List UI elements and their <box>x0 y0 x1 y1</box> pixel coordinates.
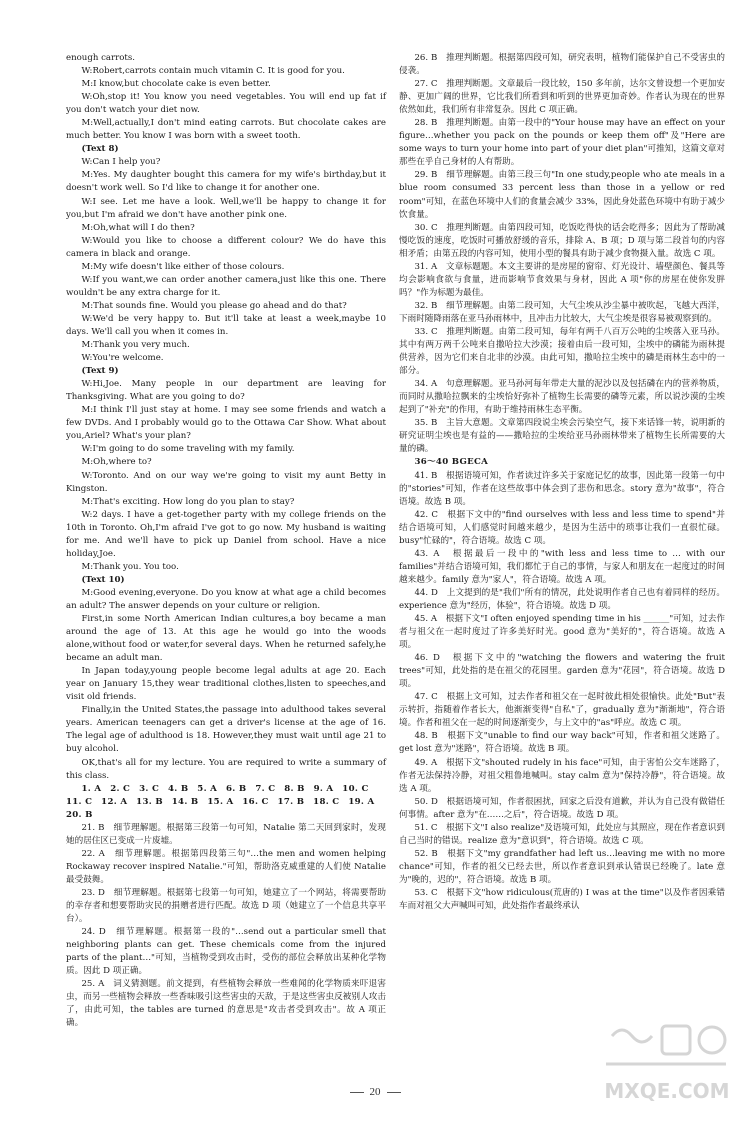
text-line: M:Oh,where to? <box>81 457 152 468</box>
text-line: M:My wife doesn't like either of those colours. <box>81 261 285 272</box>
text-line: W:Oh,stop it! You know you need vegetables. You will end up fat if you don't watch your diet now. <box>66 92 386 116</box>
text-line: 49. A 根据下文"shouted rudely in his face"可知，由于害怕公交车迷路了，作者无法保持冷静，对祖父粗鲁地喊叫。stay calm 意为"保持冷静"，符合语境。故选 A 项。 <box>399 757 725 794</box>
text-line: 34. A 句意理解题。亚马孙河每年带走大量的泥沙以及包括磷在内的营养物质，而同时从撒哈拉飘来的尘埃恰好弥补了植物生长需要的磷等元素，所以说沙漠的尘埃起到了"补充"的作用，有助于维持雨林生态平衡。 <box>399 379 725 416</box>
text-line: First,in some North American Indian cultures,a boy became a man around the age of 13. At this age he would go into the woods alone,without food or water,for several days. When he returned safely,he became an adult man. <box>66 614 386 664</box>
text-line: W:I see. Let me have a look. Well,we'll be happy to change it for you,but I'm afraid we don't have another pink one. <box>66 196 386 220</box>
text-line: 52. B 根据下文"my grandfather had left us…leaving me with no more chance"可知，作者的祖父已经去世，所以作者意识到承认错误已经晚了。late 意为"晚的，迟的"，符合语境。故选 B 项。 <box>399 848 725 885</box>
text-line: 35. B 主旨大意题。文章第四段说尘埃会污染空气，接下来话锋一转，说明新的研究证明尘埃也是有益的——撒哈拉的尘埃给亚马孙雨林带来了植物生长所需要的大量的磷。 <box>399 418 725 455</box>
text-line: 45. A 根据下文"I often enjoyed spending time in his ______"可知，过去作者与祖父在一起时度过了许多美好时光。good 意为"美好的"，符合语境。故选 A 项。 <box>399 614 725 651</box>
text-line: 51. C 根据下文"I also realize"及语境可知，此处应与其照应，现在作者意识到自己当时的错误。realize 意为"意识到"，符合语境。故选 C 项。 <box>399 822 725 846</box>
footer-dash-left <box>350 1092 364 1093</box>
text-line: 22. A 细节理解题。根据第四段第三句"…the men and women helping Rockaway recover inspired Natalie."可知，帮助洛克威重建的人们使 Natalie 最受鼓舞。 <box>66 848 386 885</box>
text-line: (Text 10) <box>81 574 125 585</box>
text-line: (Text 9) <box>81 366 119 377</box>
text-line: 30. C 推理判断题。由第四段可知，吃饭吃得快的话会吃得多；因此为了帮助减慢吃饭的速度，吃饭时可播放舒缓的音乐，排除 A、B 项；D 项与第二段首句的内容相矛盾；由第五段的内容可知，使用小型的餐具有助于减少食物摄入量。故选 C 项。 <box>399 222 725 259</box>
text-line: 44. D 上文提到的是"我们"所有的情况，此处说明作者自己也有着同样的经历。experience 意为"经历，体验"，符合语境。故选 D 项。 <box>399 587 725 611</box>
text-line: W:Toronto. And on our way we're going to visit my aunt Betty in Kingston. <box>66 470 386 494</box>
watermark-text: MXQE.COM <box>604 1079 730 1103</box>
text-line: 23. D 细节理解题。根据第七段第一句可知，她建立了一个网站，将需要帮助的幸存者和想要帮助灾民的捐赠者进行匹配。故选 D 项（她建立了一个信息共享平台）。 <box>66 888 386 925</box>
text-line: 28. B 推理判断题。由第一段中的"Your house may have an effect on your figure…whether you pack on the pounds or keep them off"及"Here are some ways to turn your home into part of your diet plan"可推知，这篇文章对那些在乎自己身材的人有帮助。 <box>399 118 725 168</box>
text-line: W:Would you like to choose a different colour? We do have this camera in black and orange. <box>66 235 386 259</box>
text-line: enough carrots. <box>66 53 136 63</box>
text-line: M:I think I'll just stay at home. I may see some friends and watch a few DVDs. And I probably would go to the Ottawa Car Show. What about you,Ariel? What's your plan? <box>66 405 386 442</box>
footer-dash-right <box>387 1092 401 1093</box>
text-line: 25. A 词义猜测题。前文提到，有些植物会释放一些难闻的化学物质来吓退害虫，而另一些植物会释放一些香味吸引这些害虫的天敌，于是这些害虫反被别人攻击了，由此可知，the tables are turned 的意思是"攻击者受到攻击"。故 A 项正确。 <box>66 979 386 1029</box>
text-line: 21. B 细节理解题。根据第三段第一句可知，Natalie 第二天回到家时，发现她的居住区已变成一片废墟。 <box>66 822 386 846</box>
text-line: W:You're welcome. <box>81 353 164 364</box>
text-line: 33. C 推理判断题。由第二段可知，每年有两千八百万公吨的尘埃落入亚马孙。其中有两万两千公吨来自撒哈拉大沙漠；接着由后一段可知，尘埃中的磷能为雨林提供营养，因为它们来自北非的沙漠。由此可知，撒哈拉尘埃中的磷是雨林生态中的一部分。 <box>399 326 725 377</box>
text-line: 48. B 根据下文"unable to find our way back"可知，作者和祖父迷路了。get lost 意为"迷路"，符合语境。故选 B 项。 <box>399 731 725 755</box>
text-line: OK,that's all for my lecture. You are required to write a summary of this class. <box>66 757 386 781</box>
text-line: 29. B 细节理解题。由第三段三句"In one study,people who ate meals in a blue room consumed 33 percent less than those in a yellow or red room"可知，在蓝色环境中人们的食量会减少 33%，因此身处蓝色环境中有助于减少饮食量。 <box>399 170 725 220</box>
text-line: M:Well,actually,I don't mind eating carrots. But chocolate cakes are much better. You know I was born with a sweet tooth. <box>66 118 386 142</box>
text-line: 42. C 根据下文中的"find ourselves with less and less time to spend"并结合语境可知，人们感觉时间越来越少，是因为生活中的琐事让我们一直很忙碌。busy"忙碌的"，符合语境。故选 C 项。 <box>399 509 725 546</box>
text-line: W:If you want,we can order another camera,just like this one. There wouldn't be any extra charge for it. <box>66 274 386 298</box>
text-line: M:I know,but chocolate cake is even better. <box>81 79 271 90</box>
text-line: Finally,in the United States,the passage into adulthood takes several years. American teenagers can get a driver's license at the age of 16. The legal age of adulthood is 18. However,they must wait until age 21 to buy alcohol. <box>66 705 386 755</box>
text-line: 32. B 细节理解题。由第二段可知，大气尘埃从沙尘暴中被吹起，飞越大西洋，下雨时随降雨落在亚马孙雨林中，且冲击力比较大，大气尘埃是很容易被观察到的。 <box>399 300 725 324</box>
text-line: W:Hi,Joe. Many people in our department are leaving for Thanksgiving. What are you going to do? <box>66 379 386 403</box>
text-line: 20. B <box>66 809 93 820</box>
text-line: M:Thank you. You too. <box>81 561 179 572</box>
text-line: M:Good evening,everyone. Do you know at what age a child becomes an adult? The answer depends on your culture or religion. <box>66 587 386 611</box>
text-line: In Japan today,young people become legal adults at age 20. Each year on January 15,they wear traditional clothes,listen to speeches,and visit old friends. <box>66 666 386 703</box>
text-line: 26. B 推理判断题。根据第四段可知，研究表明，植物们能保护自己不受害虫的侵袭。 <box>399 53 725 77</box>
text-line: 50. D 根据语境可知，作者很困扰，回家之后没有道歉，并认为自己没有做错任何事情。after 意为"在……之后"，符合语境。故选 D 项。 <box>399 796 725 820</box>
text-line: 47. C 根据上文可知，过去作者和祖父在一起时彼此相处很愉快。此处"But"表示转折，指随着作者长大，他渐渐变得"自私"了，gradually 意为"渐渐地"，符合语境。作者和祖父在一起的时间逐渐变少，与上文中的"as"呼应。故选 C 项。 <box>399 692 725 729</box>
text-line: M:Yes. My daughter bought this camera for my wife's birthday,but it doesn't work well. So I'd like to change it for another one. <box>66 170 386 194</box>
text-line: 11. C 12. A 13. B 14. B 15. A 16. C 17. B 18. C 19. A <box>66 796 375 807</box>
text-line: M:Oh,what will I do then? <box>81 222 195 233</box>
text-line: M:That's exciting. How long do you plan to stay? <box>81 496 295 507</box>
page-number: 20 <box>369 1086 381 1098</box>
text-line: W:2 days. I have a get-together party with my college friends on the 10th in Toronto. Oh,I'm afraid I've got to go now. My husband is waiting for me. And we'll have to pick up Daniel from school. Have a nice holiday,Joe. <box>66 509 386 559</box>
text-line: 53. C 根据下文"how ridiculous(荒唐的) I was at the time"以及作者因乘错车而对祖父大声喊叫可知，此处指作者最终承认 <box>399 888 725 912</box>
text-line: W:Robert,carrots contain much vitamin C. It is good for you. <box>81 66 345 77</box>
text-line: 24. D 细节理解题。根据第一段的"…send out a particular smell that neighboring plants can get. These chemicals come from the injured parts of the plant…"可知，当植物受到攻击时，受伤的部位会释放出某种化学物质。因此 D 项正确。 <box>66 927 386 977</box>
text-line: 43. A 根据最后一段中的"with less and less time to … with our families"并结合语境可知，我们都忙于自己的事情，与家人和朋友在一起度过的时间越来越少。family 意为"家人"，符合语境。故选 A 项。 <box>399 548 725 585</box>
text-line: W:Can I help you? <box>81 157 161 168</box>
text-line: 36～40 BGECA <box>414 457 489 468</box>
text-line: (Text 8) <box>81 144 119 155</box>
text-line: 27. C 推理判断题。文章最后一段比较，150 多年前，达尔文曾设想一个更加安静、更加广阔的世界，它比我们所看到和听到的世界更加奇妙。作者认为现在的世界依然如此，我们所有非常复杂。因此 C 项正确。 <box>399 79 725 116</box>
text-line: 1. A 2. C 3. C 4. B 5. A 6. B 7. C 8. B 9. A 10. C <box>81 783 369 794</box>
right-column <box>399 52 725 913</box>
text-line: W:I'm going to do some traveling with my family. <box>81 444 295 455</box>
text-line: 46. D 根据下文中的"watching the flowers and watering the fruit trees"可知，此处指的是在祖父的花园里。garden 意为"花园"，符合语境。故选 D 项。 <box>399 653 725 690</box>
text-line: W:We'd be very happy to. But it'll take at least a week,maybe 10 days. We'll call you when it comes in. <box>66 313 386 337</box>
text-line: M:That sounds fine. Would you please go ahead and do that? <box>81 300 347 311</box>
text-line: M:Thank you very much. <box>81 340 190 351</box>
watermark-logo <box>592 1016 742 1116</box>
text-line: 41. B 根据语境可知，作者读过许多关于家庭记忆的故事，因此第一段第一句中的"stories"可知，作者在这些故事中体会到了悲伤和思念。story 意为"故事"，符合语境。故选 B 项。 <box>399 470 725 507</box>
left-column <box>66 52 386 1031</box>
text-line: 31. A 文章标题题。本文主要讲的是房屋的窗帘、灯光设计、墙壁颜色、餐具等均会影响食欲与食量，进而影响节食效果与身材，因此 A 项"你的房屋在使你发胖吗？"作为标题为最佳。 <box>399 261 725 298</box>
